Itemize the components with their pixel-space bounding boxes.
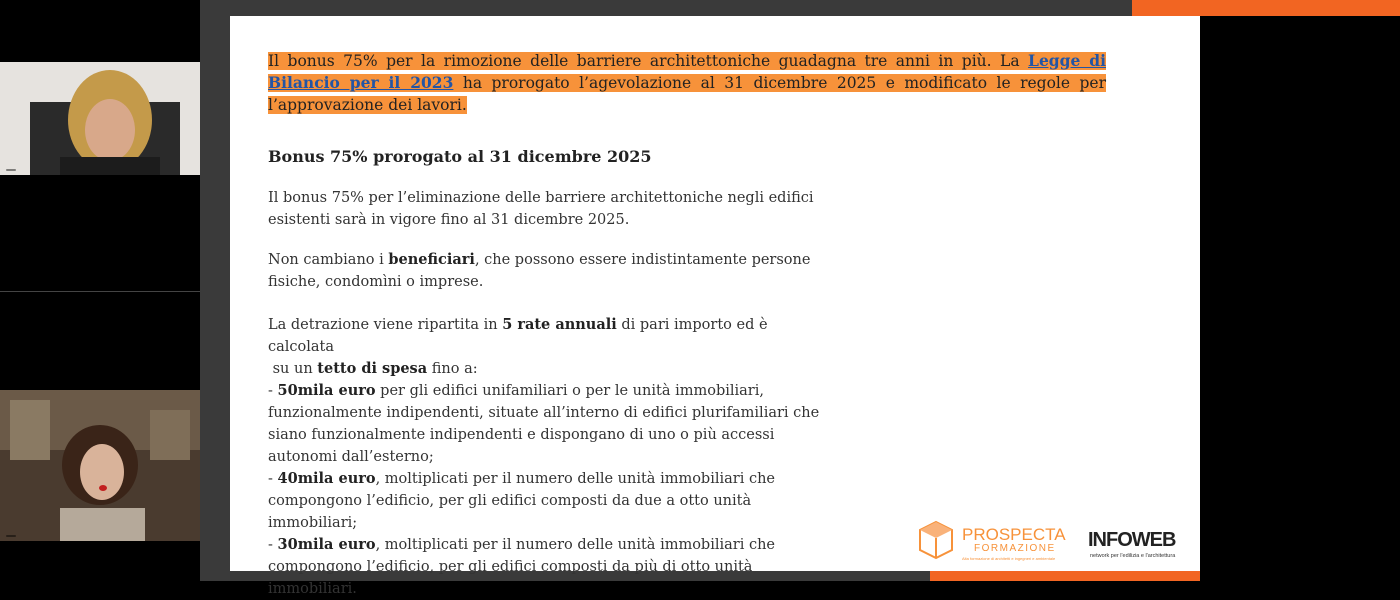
infoweb-mark: INFOWEB bbox=[1088, 529, 1176, 551]
list-text: , moltiplicati per il numero delle unità immobiliari che compongono l’edificio, per gli edifici composti da più di otto unità immobiliari. bbox=[268, 537, 775, 597]
p3-bold: 5 rate annuali bbox=[502, 316, 617, 333]
shared-screen bbox=[200, 0, 1200, 597]
list-text: per gli edifici unifamiliari o per le unità immobiliari, funzionalmente indipendenti, situate all’interno di edifici plurifamiliari che siano funzionalmente indipendenti e dispongano di uno o più accessi autonomi dall’esterno; bbox=[268, 383, 820, 465]
prospecta-name: PROSPECTA bbox=[962, 525, 1066, 544]
list-item bbox=[268, 380, 828, 468]
list-item bbox=[268, 534, 828, 600]
participants-panel bbox=[0, 0, 200, 581]
tile-divider bbox=[0, 291, 200, 292]
paragraph-validity: Il bonus 75% per l’eliminazione delle barriere architettoniche negli edifici esistenti sarà in vigore fino al 31 dicembre 2025. bbox=[268, 190, 814, 228]
presentation-slide bbox=[230, 16, 1200, 597]
infoweb-tagline: network per l'edilizia e l'architettura bbox=[1090, 553, 1176, 559]
legge-bilancio-link[interactable]: Legge di Bilancio per il 2023 bbox=[268, 51, 1106, 92]
list-dash: - bbox=[268, 471, 278, 487]
p2-bold: beneficiari bbox=[388, 251, 475, 268]
list-text: , moltiplicati per il numero delle unità immobiliari che compongono l’edificio, per gli edifici composti da due a otto unità immobiliari; bbox=[268, 471, 775, 531]
participant-video-tile[interactable] bbox=[0, 62, 200, 175]
prospecta-subname: FORMAZIONE bbox=[974, 543, 1056, 554]
slide-heading: Bonus 75% prorogato al 31 dicembre 2025 bbox=[268, 147, 652, 166]
prospecta-cube-icon bbox=[920, 522, 952, 558]
p3-bold: tetto di spesa bbox=[317, 360, 428, 377]
slide-accent-bar-bottom bbox=[930, 571, 1200, 581]
participant-video-tile[interactable] bbox=[0, 390, 200, 541]
p2-text: , che possono essere indistintamente persone fisiche, condomìni o imprese. bbox=[268, 252, 811, 290]
deduction-intro bbox=[268, 314, 828, 358]
participant-name bbox=[6, 535, 16, 537]
list-item bbox=[268, 468, 828, 534]
p3-text: di pari importo ed è calcolata bbox=[268, 317, 768, 355]
list-dash: - bbox=[268, 383, 278, 399]
paragraph-deduction bbox=[268, 314, 828, 600]
p2-text: Non cambiano i bbox=[268, 252, 389, 268]
participant-video bbox=[0, 62, 200, 175]
intro-highlight bbox=[268, 52, 1106, 114]
deduction-cap bbox=[268, 358, 828, 380]
prospecta-logo bbox=[918, 518, 1066, 564]
intro-text-after: ha prorogato l’agevolazione al 31 dicembre 2025 e modificato le regole per l’approvazione dei lavori. bbox=[268, 74, 1107, 114]
prospecta-tagline: Alta formazione di architetti e ingegneri e ambientale bbox=[962, 556, 1056, 561]
list-dash: - bbox=[268, 537, 278, 553]
intro-text-before: Il bonus 75% per la rimozione delle barriere architettoniche guadagna tre anni in più. La bbox=[268, 52, 1029, 70]
participant-video bbox=[0, 390, 200, 541]
list-amount: 50mila euro bbox=[277, 382, 376, 399]
infoweb-logo bbox=[1088, 522, 1188, 562]
p3-text: su un bbox=[268, 361, 318, 377]
paragraph-beneficiaries bbox=[268, 249, 828, 293]
p3-text: fino a: bbox=[427, 361, 478, 377]
slide-intro bbox=[268, 50, 1106, 116]
slide-accent-bar bbox=[1132, 0, 1400, 16]
list-amount: 40mila euro bbox=[277, 470, 376, 487]
list-amount: 30mila euro bbox=[277, 536, 376, 553]
p3-text: La detrazione viene ripartita in bbox=[268, 317, 503, 333]
participant-name bbox=[6, 169, 16, 171]
